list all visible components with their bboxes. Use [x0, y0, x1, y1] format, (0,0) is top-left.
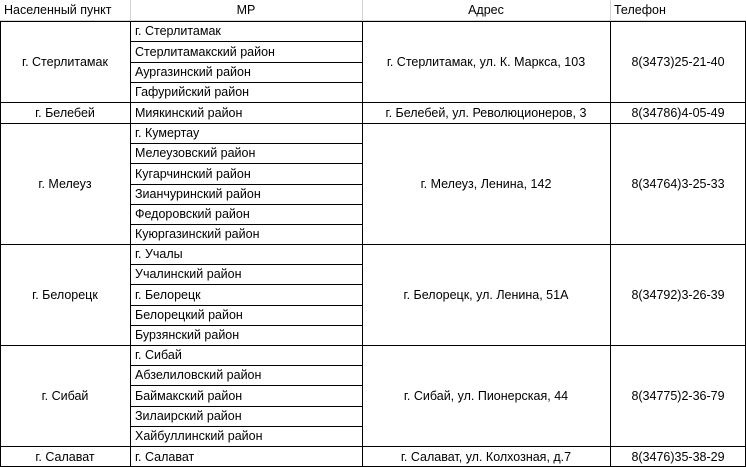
row-border: [131, 406, 362, 407]
district-cell-text: Федоровский район: [135, 207, 250, 221]
header-settlement[interactable]: Населенный пункт: [4, 3, 112, 17]
phone-cell[interactable]: [610, 244, 746, 345]
district-cell[interactable]: [130, 406, 362, 426]
district-cell[interactable]: [130, 224, 362, 244]
address-cell[interactable]: [362, 123, 610, 244]
column-border: [0, 244, 1, 345]
column-border: [0, 102, 1, 123]
district-cell[interactable]: [130, 385, 362, 406]
district-cell-text: Зилаирский район: [135, 409, 242, 423]
column-border: [362, 102, 363, 123]
district-cell-text: Аургазинский район: [135, 65, 251, 79]
phone-cell-text: 8(34786)4-05-49: [631, 105, 725, 120]
phone-cell[interactable]: [610, 102, 746, 123]
district-cell-text: Абзелиловский район: [135, 368, 262, 382]
district-cell[interactable]: [130, 284, 362, 305]
row-border: [131, 325, 362, 326]
row-border: [131, 41, 362, 42]
row-border: [131, 264, 362, 265]
phone-cell-text: 8(3473)25-21-40: [631, 54, 725, 69]
row-border: [0, 244, 746, 245]
district-cell[interactable]: [130, 143, 362, 163]
address-cell[interactable]: [362, 446, 610, 467]
district-cell-text: Баймакский район: [135, 388, 243, 403]
district-cell-text: Миякинский район: [135, 105, 243, 120]
address-cell-text: г. Сибай, ул. Пионерская, 44: [403, 388, 569, 403]
district-cell[interactable]: [130, 244, 362, 264]
district-cell[interactable]: [130, 62, 362, 82]
district-cell[interactable]: [130, 426, 362, 446]
district-cell[interactable]: [130, 446, 362, 467]
row-border: [131, 143, 362, 144]
district-cell-text: Белорецкий район: [135, 308, 243, 322]
row-border: [131, 224, 362, 225]
column-border: [610, 345, 611, 446]
column-border: [130, 21, 131, 102]
phone-cell[interactable]: [610, 345, 746, 446]
district-cell-text: г. Стерлитамак: [135, 24, 221, 38]
row-border: [131, 385, 362, 386]
settlement-cell[interactable]: [0, 102, 130, 123]
address-cell[interactable]: [362, 345, 610, 446]
settlement-cell-text: г. Стерлитамак: [22, 54, 108, 69]
district-cell-text: Гафурийский район: [135, 85, 250, 99]
district-cell-text: Мелеузовский район: [135, 146, 256, 160]
column-border: [0, 21, 1, 102]
address-cell-text: г. Белорецк, ул. Ленина, 51А: [403, 287, 569, 302]
settlement-cell[interactable]: [0, 446, 130, 467]
settlement-cell-text: г. Белорецк: [32, 287, 98, 302]
column-border: [130, 244, 131, 345]
address-cell[interactable]: [362, 244, 610, 345]
column-border: [362, 123, 363, 244]
district-cell-text: Кугарчинский район: [135, 166, 251, 181]
settlement-cell-text: г. Салават: [35, 449, 95, 464]
column-border: [610, 123, 611, 244]
row-border: [131, 62, 362, 63]
district-cell-text: Бурзянский район: [135, 328, 240, 342]
district-cell-text: г. Кумертау: [135, 126, 200, 140]
column-border: [362, 21, 363, 102]
phone-cell-text: 8(34775)2-36-79: [631, 388, 725, 403]
district-cell[interactable]: [130, 163, 362, 184]
column-border: [610, 21, 611, 102]
column-border: [362, 345, 363, 446]
row-border: [131, 82, 362, 83]
column-border: [130, 446, 131, 467]
address-cell-text: г. Мелеуз, Ленина, 142: [420, 176, 552, 191]
district-cell-text: Хайбуллинский район: [135, 429, 263, 443]
address-cell-text: г. Стерлитамак, ул. К. Маркса, 103: [386, 54, 586, 69]
settlement-cell-text: г. Сибай: [41, 388, 89, 403]
district-cell[interactable]: [130, 345, 362, 365]
district-cell[interactable]: [130, 21, 362, 41]
settlement-cell[interactable]: [0, 244, 130, 345]
phone-cell-text: 8(34792)3-26-39: [631, 287, 725, 302]
column-border: [610, 446, 611, 467]
district-cell[interactable]: [130, 264, 362, 284]
district-cell[interactable]: [130, 325, 362, 345]
row-border: [131, 305, 362, 306]
row-border: [0, 21, 746, 22]
column-border: [0, 123, 1, 244]
header-address[interactable]: Адрес: [468, 3, 504, 17]
address-cell-text: г. Салават, ул. Колхозная, д.7: [400, 449, 572, 464]
phone-cell-text: 8(3476)35-38-29: [631, 449, 725, 464]
district-cell[interactable]: [130, 305, 362, 325]
row-border: [131, 426, 362, 427]
column-border: [362, 0, 363, 20]
column-border: [130, 102, 131, 123]
row-border: [131, 184, 362, 185]
column-border: [610, 0, 611, 20]
header-phone[interactable]: Телефон: [614, 3, 666, 17]
column-border: [130, 123, 131, 244]
row-border: [131, 284, 362, 285]
district-cell-text: г. Сибай: [135, 348, 182, 362]
address-cell[interactable]: [362, 21, 610, 102]
column-border: [0, 446, 1, 467]
row-border: [0, 345, 746, 346]
row-border: [131, 163, 362, 164]
district-cell-text: Стерлитамакский район: [135, 44, 275, 59]
district-cell[interactable]: [130, 204, 362, 224]
district-cell-text: Учалинский район: [135, 267, 242, 281]
settlement-cell[interactable]: [0, 123, 130, 244]
header-mr[interactable]: МР: [236, 3, 256, 17]
column-border: [0, 345, 1, 446]
district-cell-text: г. Учалы: [135, 247, 183, 261]
district-cell[interactable]: [130, 365, 362, 385]
column-border: [610, 102, 611, 123]
column-border: [610, 244, 611, 345]
phone-cell-text: 8(34764)3-25-33: [631, 176, 725, 191]
district-cell-text: г. Белорецк: [135, 287, 201, 302]
row-border: [0, 102, 746, 103]
column-border: [130, 345, 131, 446]
district-cell[interactable]: [130, 82, 362, 102]
district-cell[interactable]: [130, 41, 362, 62]
district-cell[interactable]: [130, 123, 362, 143]
district-cell[interactable]: [130, 102, 362, 123]
settlement-cell[interactable]: [0, 21, 130, 102]
column-border: [130, 0, 131, 20]
address-cell-text: г. Белебей, ул. Революционеров, 3: [385, 105, 587, 120]
settlement-cell-text: г. Белебей: [35, 105, 95, 120]
row-border: [0, 446, 746, 447]
phone-cell[interactable]: [610, 21, 746, 102]
row-border: [131, 204, 362, 205]
address-cell[interactable]: [362, 102, 610, 123]
settlement-cell[interactable]: [0, 345, 130, 446]
row-border: [131, 365, 362, 366]
column-border: [362, 244, 363, 345]
column-border: [362, 446, 363, 467]
settlement-cell-text: г. Мелеуз: [38, 176, 92, 191]
district-cell-text: Куюргазинский район: [135, 227, 260, 241]
district-cell[interactable]: [130, 184, 362, 204]
district-cell-text: г. Салават: [135, 449, 195, 464]
district-cell-text: Зианчуринский район: [135, 187, 261, 201]
phone-cell[interactable]: [610, 446, 746, 467]
phone-cell[interactable]: [610, 123, 746, 244]
row-border: [0, 123, 746, 124]
